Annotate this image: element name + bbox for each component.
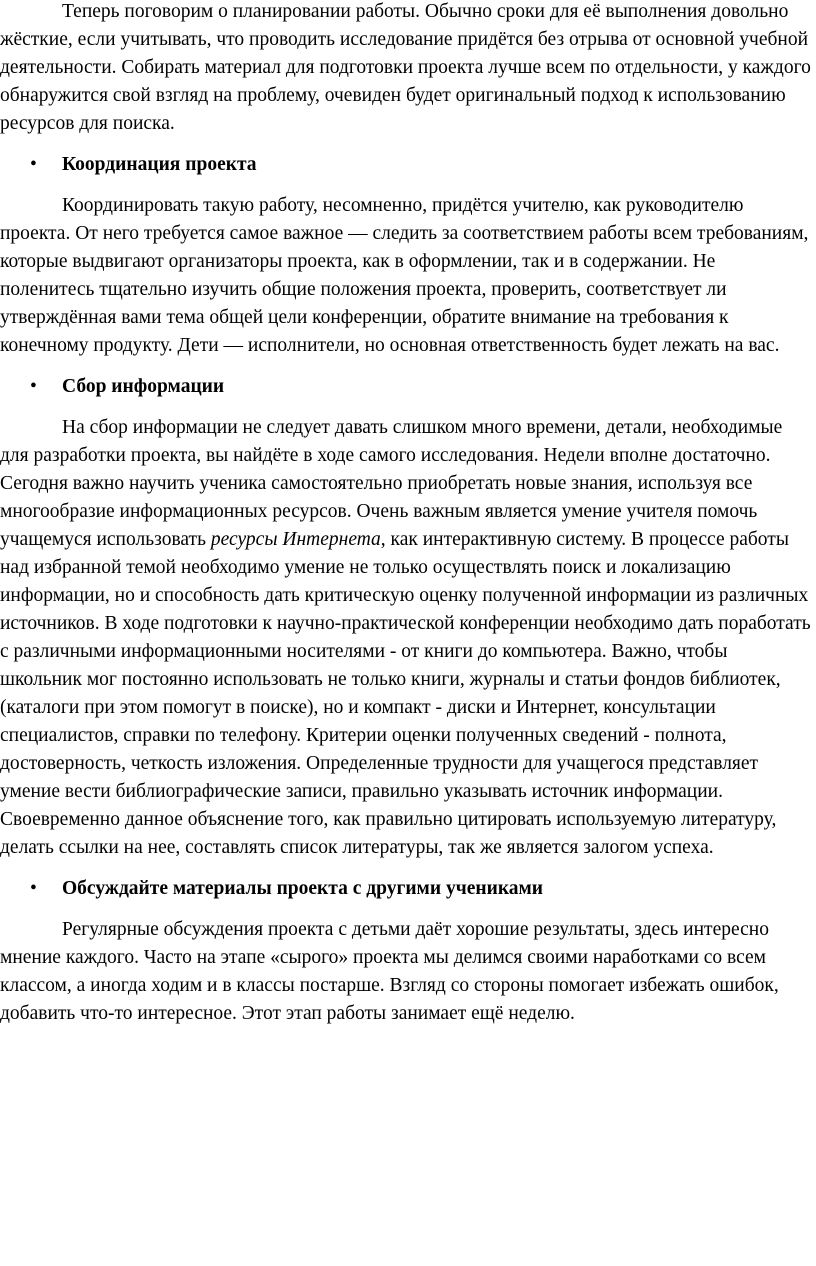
paragraph-discussion: Регулярные обсуждения проекта с детьми даёт хорошие результаты, здесь интересно мнение каждого. Часто на этапе «сырого» проекта мы делимся своими наработками со всем классом, а иногда ходим и в классы постарше. Взгляд со стороны помогает избежать ошибок, добавить что-то интересное. Этот этап работы занимает ещё неделю.: [0, 919, 779, 1024]
section-information-heading: [0, 373, 812, 401]
heading-text: Обсуждайте материалы проекта с другими учениками: [62, 878, 544, 899]
section-coordination-heading-list: [0, 151, 812, 179]
heading-text: Сбор информации: [62, 376, 225, 397]
paragraph-intro: Теперь поговорим о планировании работы. Обычно сроки для её выполнения довольно жёсткие, если учитывать, что проводить исследование придётся без отрыва от основной учебной деятельности. Собирать материал для подготовки проекта лучше всем по отдельности, у каждого обнаружится свой взгляд на проблему, очевиден будет оригинальный подход к использованию ресурсов для поиска.: [0, 1, 811, 134]
section-discussion-heading: [0, 875, 812, 903]
paragraph-information-part1: На сбор информации не следует давать слишком много времени, детали, необходимые для разработки проекта, вы найдёте в ходе самого исследования. Недели вполне достаточно. Сегодня важно научить ученика самостоятельно приобретать новые знания, используя все многообразие информационных ресурсов. Очень важным является умение учителя помочь учащемуся использовать: [0, 417, 783, 550]
section-discussion-heading-list: [0, 875, 812, 903]
section-coordination-heading: [0, 151, 812, 179]
internet-resources-emphasis: ресурсы Интернета: [210, 529, 381, 550]
paragraph-information-part2: , как интерактивную систему. В процессе работы над избранной темой необходимо умение не только осуществлять поиск и локализацию информации, но и способность дать критическую оценку полученной информации из различных источников. В ходе подготовки к научно-практической конференции необходимо дать поработать с различными информационными носителями - от книги до компьютера. Важно, чтобы школьник мог постоянно использовать не только книги, журналы и статьи фондов библиотек, (каталоги при этом помогут в поиске), но и компакт - диски и Интернет, консультации специалистов, справки по телефону. Критерии оценки полученных сведений - полнота, достоверность, четкость изложения. Определенные трудности для учащегося представляет умение вести библиографические записи, правильно указывать источник информации. Своевременно данное объяснение того, как правильно цитировать используемую литературу, делать ссылки на нее, составлять список литературы, так же является залогом успеха.: [0, 529, 811, 858]
paragraph-coordination: Координировать такую работу, несомненно, придётся учителю, как руководителю проекта. От него требуется самое важное — следить за соответствием работы всем требованиям, которые выдвигают организаторы проекта, как в оформлении, так и в содержании. Не поленитесь тщательно изучить общие положения проекта, проверить, соответствует ли утверждённая вами тема общей цели конференции, обратите внимание на требования к конечному продукту. Дети — исполнители, но основная ответственность будет лежать на вас.: [0, 195, 809, 356]
paragraph-information: [0, 414, 812, 862]
section-information-heading-list: [0, 373, 812, 401]
bullet-icon: •: [30, 376, 37, 397]
bullet-icon: •: [30, 154, 37, 175]
heading-text: Координация проекта: [62, 154, 257, 175]
bullet-icon: •: [30, 878, 37, 899]
